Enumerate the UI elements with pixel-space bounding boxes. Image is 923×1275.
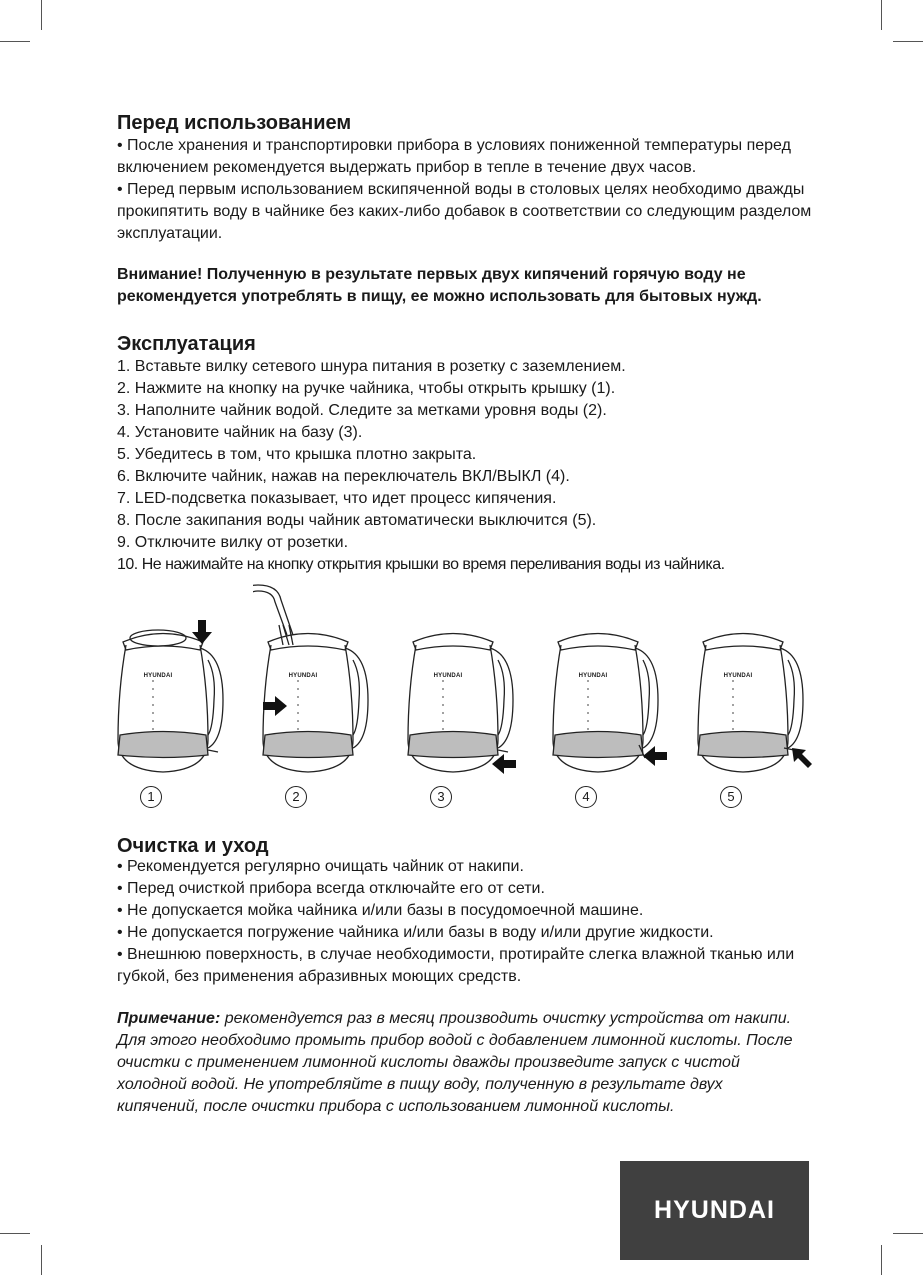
crop-mark xyxy=(881,1245,882,1275)
before-use-paragraph: • После хранения и транспортировки прибора в условиях пониженной температуры перед включением рекомендуется выдержать прибор в тепле в течение двух часов. xyxy=(117,137,791,176)
operation-step: 8. После закипания воды чайник автоматически выключится (5). xyxy=(117,512,597,529)
crop-mark xyxy=(41,0,42,30)
section-title-before-use: Перед использованием xyxy=(117,112,352,134)
kettle-brand-label: HYUNDAI xyxy=(578,673,608,679)
crop-mark xyxy=(881,0,882,30)
kettle-figure-3 xyxy=(398,580,523,810)
operation-step: 3. Наполните чайник водой. Следите за метками уровня воды (2). xyxy=(117,402,607,419)
crop-mark xyxy=(0,41,30,42)
operation-step: 9. Отключите вилку от розетки. xyxy=(117,534,349,551)
figure-number: 3 xyxy=(430,786,452,808)
operation-step: 10. Не нажимайте на кнопку открытия крышки во время переливания воды из чайника. xyxy=(117,556,725,573)
crop-mark xyxy=(893,41,923,42)
operation-step: 6. Включите чайник, нажав на переключатель ВКЛ/ВЫКЛ (4). xyxy=(117,468,570,485)
kettle-drawing xyxy=(108,580,233,780)
kettle-brand-label: HYUNDAI xyxy=(433,673,463,679)
crop-mark xyxy=(893,1233,923,1234)
cleaning-paragraph: • Внешнюю поверхность, в случае необходимости, протирайте слегка влажной тканью или губкой, без применения абразивных моющих средств. xyxy=(117,946,795,985)
arrow-icon xyxy=(643,746,667,766)
cleaning-paragraph: • Рекомендуется регулярно очищать чайник от накипи. xyxy=(117,858,524,875)
operation-steps xyxy=(117,356,837,576)
operation-step: 5. Убедитесь в том, что крышка плотно закрыта. xyxy=(117,446,477,463)
operation-step: 4. Установите чайник на базу (3). xyxy=(117,424,363,441)
figure-number: 5 xyxy=(720,786,742,808)
before-use-text xyxy=(117,135,817,245)
arrow-icon xyxy=(192,620,212,644)
kettle-figure-4 xyxy=(543,580,668,810)
cleaning-text xyxy=(117,856,817,988)
arrow-icon xyxy=(792,748,812,768)
arrow-icon xyxy=(263,696,287,716)
crop-mark xyxy=(41,1245,42,1275)
logo-text: HYUNDAI xyxy=(654,1196,775,1224)
figure-number: 4 xyxy=(575,786,597,808)
kettle-brand-label: HYUNDAI xyxy=(288,673,318,679)
hyundai-logo xyxy=(620,1161,809,1260)
kettle-brand-label: HYUNDAI xyxy=(723,673,753,679)
note-text: рекомендуется раз в месяц производить очистку устройства от накипи. Для этого необходимо промыть прибор водой с добавлением лимонной кислоты. После очистки с применением лимонной кислоты дважды произведите запуск с чистой холодной водой. Не употребляйте в пищу воду, полученную в результате двух кипячений, после очистки прибора с использованием лимонной кислоты. xyxy=(117,1010,793,1115)
kettle-illustrations xyxy=(108,580,818,810)
crop-mark xyxy=(0,1233,30,1234)
operation-step: 1. Вставьте вилку сетевого шнура питания в розетку с заземлением. xyxy=(117,358,626,375)
warning-text xyxy=(117,264,817,308)
kettle-figure-1 xyxy=(108,580,233,810)
section-title-operation: Эксплуатация xyxy=(117,333,256,355)
cleaning-note xyxy=(117,1008,797,1118)
section-title-cleaning: Очистка и уход xyxy=(117,835,269,857)
arrow-icon xyxy=(492,754,516,774)
kettle-brand-label: HYUNDAI xyxy=(143,673,173,679)
warning-paragraph: Внимание! Полученную в результате первых двух кипячений горячую воду не рекомендуется употреблять в пищу, ее можно использовать для бытовых нужд. xyxy=(117,266,762,305)
before-use-paragraph: • Перед первым использованием вскипяченной воды в столовых целях необходимо дважды прокипятить воду в чайнике без каких-либо добавок в соответствии со следующим разделом эксплуатации. xyxy=(117,181,812,242)
kettle-figure-5 xyxy=(688,580,813,810)
kettle-figure-2 xyxy=(253,580,378,810)
note-paragraph xyxy=(117,1008,797,1118)
kettle-drawing xyxy=(543,580,668,780)
cleaning-paragraph: • Не допускается погружение чайника и/или базы в воду и/или другие жидкости. xyxy=(117,924,714,941)
cleaning-paragraph: • Перед очисткой прибора всегда отключайте его от сети. xyxy=(117,880,545,897)
note-label: Примечание: xyxy=(117,1010,221,1027)
cleaning-paragraph: • Не допускается мойка чайника и/или базы в посудомоечной машине. xyxy=(117,902,644,919)
figure-number: 2 xyxy=(285,786,307,808)
kettle-drawing xyxy=(398,580,523,780)
figure-number: 1 xyxy=(140,786,162,808)
kettle-drawing xyxy=(688,580,813,780)
kettle-drawing xyxy=(253,580,378,780)
operation-step: 2. Нажмите на кнопку на ручке чайника, чтобы открыть крышку (1). xyxy=(117,380,616,397)
operation-step: 7. LED-подсветка показывает, что идет процесс кипячения. xyxy=(117,490,557,507)
